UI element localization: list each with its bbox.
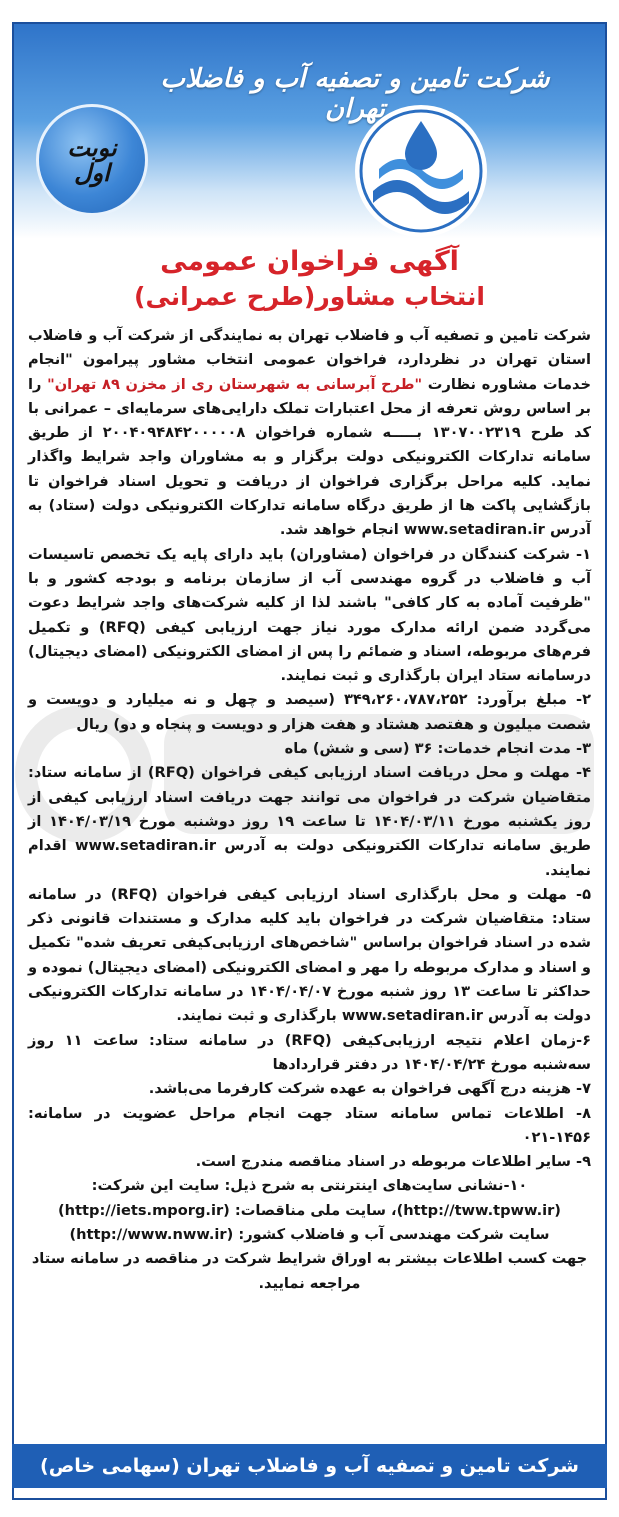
item-4-link[interactable]: www.setadiran.ir <box>75 837 217 855</box>
first-publication-badge <box>36 104 148 216</box>
header-banner <box>14 24 605 239</box>
item-10-eng <box>28 1223 591 1247</box>
nww-site-link[interactable]: (http://www.nww.ir) <box>69 1225 234 1243</box>
item-9: ۹- سایر اطلاعات مربوطه در اسناد مناقصه مندرج است. <box>195 1153 591 1171</box>
intro-text-a: شرکت تامین و تصفیه آب و فاضلاب تهران به نمایندگی از شرکت آب و فاضلاب استان تهران در نظردارد، فراخوان عمومی انتخاب مشاور پیرامون "انجام خدمات مشاوره نظارت <box>28 327 591 393</box>
setad-link[interactable]: www.setadiran.ir <box>403 521 545 539</box>
water-company-logo-icon <box>339 99 504 244</box>
item-4 <box>28 761 591 882</box>
item-4-text-b: اقدام نمایند. <box>28 837 591 879</box>
closing-note: جهت کسب اطلاعات بیشتر به اوراق شرایط شرکت در مناقصه در سامانه ستاد مراجعه نمایید. <box>31 1250 588 1292</box>
intro-text-b: را بر اساس روش تعرفه از محل اعتبارات تملک دارایی‌های سرمایه‌ای – عمرانی با کد طرح ۱۳۰۷۰۰۲۳۱۹ بـــــه شماره فراخوان ۲۰۰۴۰۹۴۸۴۲۰۰۰۰۰۸ از طریق سامانه تدارکات الکترونیکی دولت برگزار و به مشاوران واجد شرایط واگذار نماید. کلیه مراحل برگزاری فراخوان از دریافت و تحویل اسناد فراخوان تا بازگشایی پاکت ها از طریق درگاه سامانه تدارکات الکترونیکی دولت (ستاد) به آدرس <box>28 375 591 539</box>
footer-company: شرکت تامین و تصفیه آب و فاضلاب تهران (سهامی خاص) <box>12 1444 607 1488</box>
item-8: ۸- اطلاعات تماس سامانه ستاد جهت انجام مراحل عضویت در سامانه: ۱۴۵۶-۰۲۱ <box>28 1104 591 1146</box>
item-5-text-a: ۵- مهلت و محل بارگذاری اسناد ارزیابی کیفی فراخوان (RFQ) در سامانه ستاد: متقاضیان شرکت در فراخوان باید کلیه مدارک و مستندات قانونی ذکر شده در اسناد فراخوان براساس "شاخص‌های ارزیابی‌کیفی تعریف شده" تکمیل و اسناد و مدارک مربوطه را مهر و امضای الکترونیکی (امضای دیجیتال) نموده و حداکثر تا ساعت ۱۳ روز شنبه مورخ ۱۴۰۴/۰۴/۰۷ در سامانه تدارکات الکترونیکی دولت به آدرس <box>28 885 591 1025</box>
company-site-link[interactable]: (http://tww.tpww.ir) <box>396 1201 561 1219</box>
project-title: "طرح آبرسانی به شهرستان ری از مخزن ۸۹ تهران" <box>47 375 423 393</box>
tender-site-link[interactable]: (http://iets.mporg.ir) <box>58 1201 230 1219</box>
item-7: ۷- هزینه درج آگهی فراخوان به عهده شرکت کارفرما می‌باشد. <box>148 1080 591 1098</box>
intro-paragraph <box>28 324 591 543</box>
item-10-eng-text: سایت شرکت مهندسی آب و فاضلاب کشور: <box>233 1225 550 1243</box>
brand-name: شرکت تامین و تصفیه آب و فاضلاب تهران <box>160 64 550 124</box>
intro-text-c: انجام خواهد شد. <box>279 521 404 539</box>
notice-body <box>28 324 591 1296</box>
item-5 <box>28 883 591 1029</box>
item-10-sites <box>28 1199 591 1223</box>
item-4-text-a: ۴- مهلت و محل دریافت اسناد ارزیابی کیفی فراخوان (RFQ) از سامانه ستاد: متقاضیان شرکت در فراخوان می توانند جهت دریافت اسناد ارزیابی کیفی از روز یکشنبه مورخ ۱۴۰۴/۰۳/۱۱ تا ساعت ۱۹ روز دوشنبه مورخ ۱۴۰۴/۰۳/۱۹ از طریق سامانه تدارکات الکترونیکی دولت به آدرس <box>28 764 591 855</box>
item-1: ۱- شرکت کنندگان در فراخوان (مشاوران) باید دارای پایه یک تخصص تاسیسات آب و فاضلاب در گروه مهندسی آب از سازمان برنامه و بودجه کشور و با "ظرفیت آماده به کار کافی" باشند لذا از کلیه شرکت‌های واجد شرایط دعوت می‌گردد ضمن ارائه مدارک مورد نیاز جهت ارزیابی کیفی (RFQ) و تکمیل فرم‌های مربوطه، اسناد و ضمائم را پس از امضای الکترونیکی (امضای دیجیتال) درسامانه ستاد ایران بارگذاری و ثبت نمایند. <box>28 545 591 685</box>
item-3: ۳- مدت انجام خدمات: ۳۶ (سی و شش) ماه <box>284 740 591 758</box>
notice-subtitle: انتخاب مشاور(طرح عمرانی) <box>134 282 485 311</box>
item-10-mid-text: ، سایت ملی مناقصات: <box>229 1201 397 1219</box>
badge-line-1: نوبت <box>67 132 117 162</box>
item-6: ۶-زمان اعلام نتیجه ارزیابی‌کیفی (RFQ) در سامانه ستاد: ساعت ۱۱ روز سه‌شنبه مورخ ۱۴۰۴/۰۴/۲۴ در دفتر قراردادها <box>28 1031 591 1073</box>
notice-title: آگهی فراخوان عمومی <box>160 246 459 277</box>
item-5-text-b: بارگذاری و ثبت نمایند. <box>176 1007 342 1025</box>
item-10-title: ۱۰-نشانی سایت‌های اینترنتی به شرح ذیل: سایت این شرکت: <box>91 1177 528 1195</box>
badge-line-2: اول <box>74 158 110 187</box>
item-5-link[interactable]: www.setadiran.ir <box>341 1007 483 1025</box>
notice-frame <box>12 22 607 1500</box>
item-2: ۲- مبلغ برآورد: ۳۴۹،۲۶۰،۷۸۷،۲۵۲ (سیصد و چهل و نه میلیارد و دویست و شصت میلیون و هفتصد هشتاد و هفت هزار و دویست و پنجاه و دو) ریال <box>28 691 591 733</box>
